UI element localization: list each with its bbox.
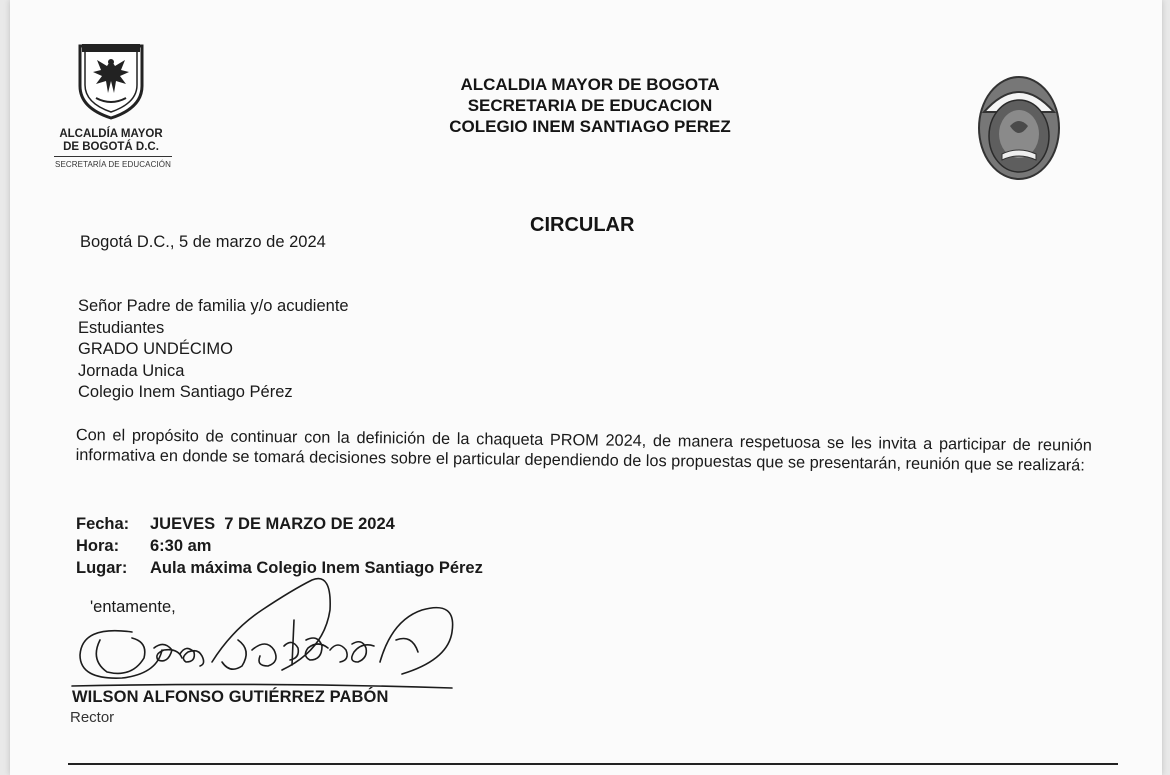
header-line-1: ALCALDIA MAYOR DE BOGOTA — [460, 75, 720, 94]
left-logo-subtitle: SECRETARÍA DE EDUCACIÓN — [55, 160, 171, 169]
body-paragraph: Con el propósito de continuar con la definición de la chaqueta PROM 2024, de manera respetuosa se les invita a participar de reunión informativa en donde se tomará decisiones sobre el particular dependiendo de los propuestas que se presentarán, reunión que se realizará: — [75, 425, 1092, 475]
time-label: Hora: — [76, 537, 120, 555]
closing-text: 'entamente, — [90, 598, 176, 616]
school-seal-icon — [976, 74, 1062, 182]
signer-role: Rector — [70, 709, 115, 726]
date-value: JUEVES 7 DE MARZO DE 2024 — [150, 515, 395, 533]
date-label: Fecha: — [76, 515, 130, 533]
letterhead — [360, 74, 820, 137]
place-value: Aula máxima Colegio Inem Santiago Pérez — [150, 559, 483, 577]
handwritten-signature — [62, 570, 462, 695]
document-title: CIRCULAR — [530, 214, 635, 236]
time-value: 6:30 am — [150, 537, 212, 555]
header-line-3: COLEGIO INEM SANTIAGO PEREZ — [449, 117, 731, 136]
addressee-line: Colegio Inem Santiago Pérez — [78, 383, 293, 401]
addressee-line: Estudiantes — [78, 318, 165, 337]
date-row — [76, 513, 483, 535]
signer-name: WILSON ALFONSO GUTIÉRREZ PABÓN — [72, 688, 389, 706]
addressee-block — [78, 296, 349, 404]
addressee-line: GRADO UNDÉCIMO — [78, 340, 233, 358]
bogota-coat-of-arms-icon — [76, 42, 146, 120]
place-label: Lugar: — [76, 559, 128, 577]
left-logo-text — [40, 128, 182, 154]
header-line-2: SECRETARIA DE EDUCACION — [467, 96, 713, 115]
document-page — [10, 0, 1162, 775]
left-logo-divider — [54, 156, 172, 157]
addressee-line: Señor Padre de familia y/o acudiente — [78, 297, 349, 315]
document-date: Bogotá D.C., 5 de marzo de 2024 — [80, 233, 326, 251]
left-logo-line2: DE BOGOTÁ D.C. — [63, 141, 159, 153]
footer-divider — [68, 763, 1118, 765]
left-logo-line1: ALCALDÍA MAYOR — [59, 128, 163, 140]
time-row — [76, 535, 483, 557]
addressee-line: Jornada Unica — [78, 361, 185, 380]
